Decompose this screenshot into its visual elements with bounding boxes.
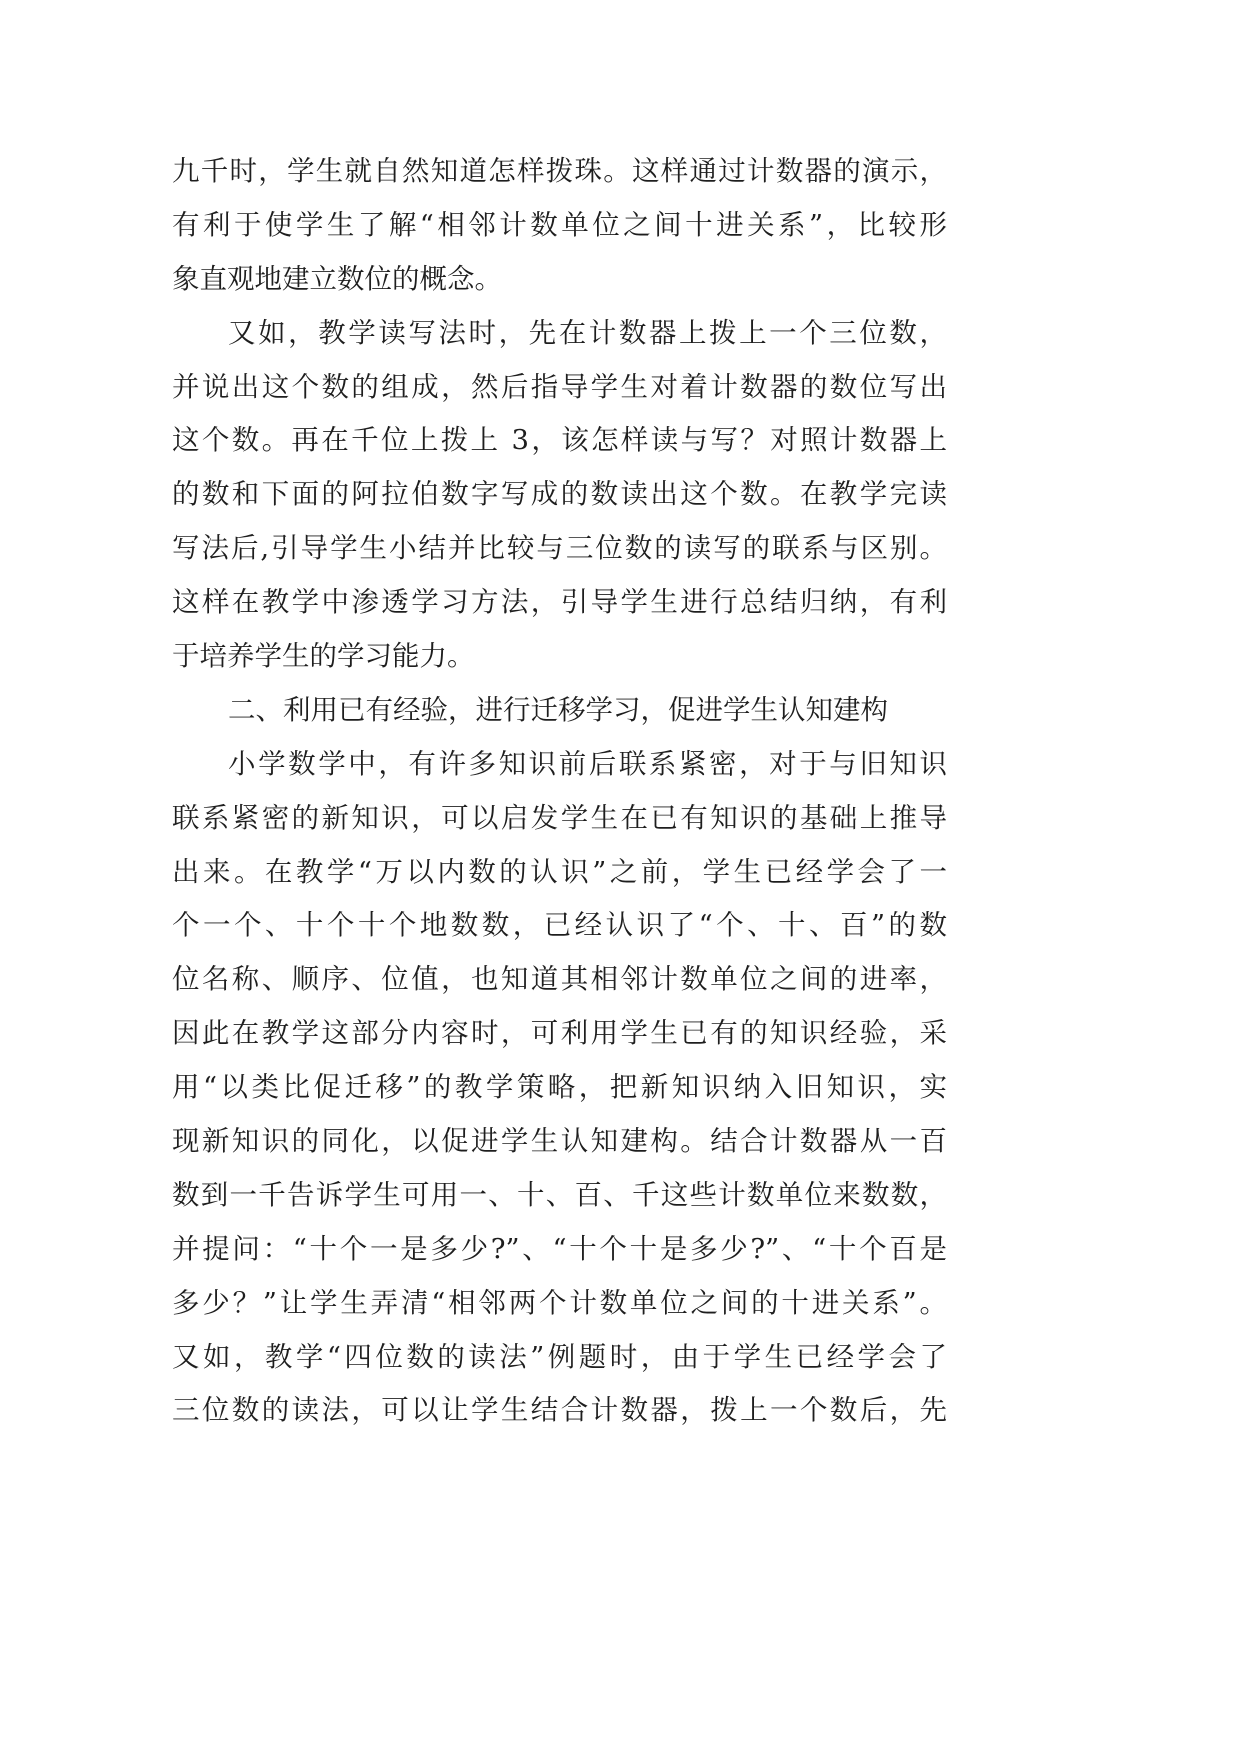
- text-line: 的数和下面的阿拉伯数字写成的数读出这个数。在教学完读: [172, 478, 947, 511]
- text-line: 象直观地建立数位的概念。: [172, 262, 502, 295]
- text-line: 因此在教学这部分内容时，可利用学生已有的知识经验，采: [172, 1017, 947, 1050]
- text-line: 三位数的读法，可以让学生结合计数器，拨上一个数后，先: [172, 1394, 947, 1427]
- text-line: 多少？”让学生弄清“相邻两个计数单位之间的十进关系”。: [172, 1286, 947, 1319]
- text-line: 这个数。再在千位上拨上 3，该怎样读与写？对照计数器上: [172, 424, 947, 457]
- body-text: [172, 145, 947, 1438]
- text-line: 又如，教学“四位数的读法”例题时，由于学生已经学会了: [172, 1340, 947, 1373]
- text-line: 九千时，学生就自然知道怎样拨珠。这样通过计数器的演示，: [172, 155, 947, 187]
- text-line: 又如，教学读写法时，先在计数器上拨上一个三位数，: [228, 316, 947, 349]
- text-line: 并提问：“十个一是多少?”、“十个十是多少?”、“十个百是: [172, 1232, 947, 1265]
- text-line: 联系紧密的新知识，可以启发学生在已有知识的基础上推导: [172, 801, 947, 834]
- text-line: 小学数学中，有许多知识前后联系紧密，对于与旧知识: [228, 747, 947, 780]
- text-line: 用“以类比促迁移”的教学策略，把新知识纳入旧知识，实: [172, 1071, 947, 1104]
- text-line: 数到一千告诉学生可用一、十、百、千这些计数单位来数数，: [172, 1178, 947, 1211]
- section-heading: 二、利用已有经验，进行迁移学习，促进学生认知建构: [228, 693, 888, 726]
- text-line: 个一个、十个十个地数数，已经认识了“个、十、百”的数: [172, 909, 947, 942]
- text-line: 写法后,引导学生小结并比较与三位数的读写的联系与区别。: [172, 532, 947, 565]
- text-line: 有利于使学生了解“相邻计数单位之间十进关系”，比较形: [172, 208, 947, 241]
- text-line: 这样在教学中渗透学习方法，引导学生进行总结归纳，有利: [172, 586, 947, 619]
- text-line: 于培养学生的学习能力。: [172, 640, 475, 673]
- text-line: 位名称、顺序、位值，也知道其相邻计数单位之间的进率，: [172, 963, 947, 996]
- text-line: 并说出这个数的组成，然后指导学生对着计数器的数位写出: [172, 370, 947, 403]
- text-line: 现新知识的同化，以促进学生认知建构。结合计数器从一百: [172, 1125, 947, 1158]
- text-line: 出来。在教学“万以内数的认识”之前，学生已经学会了一: [172, 855, 947, 888]
